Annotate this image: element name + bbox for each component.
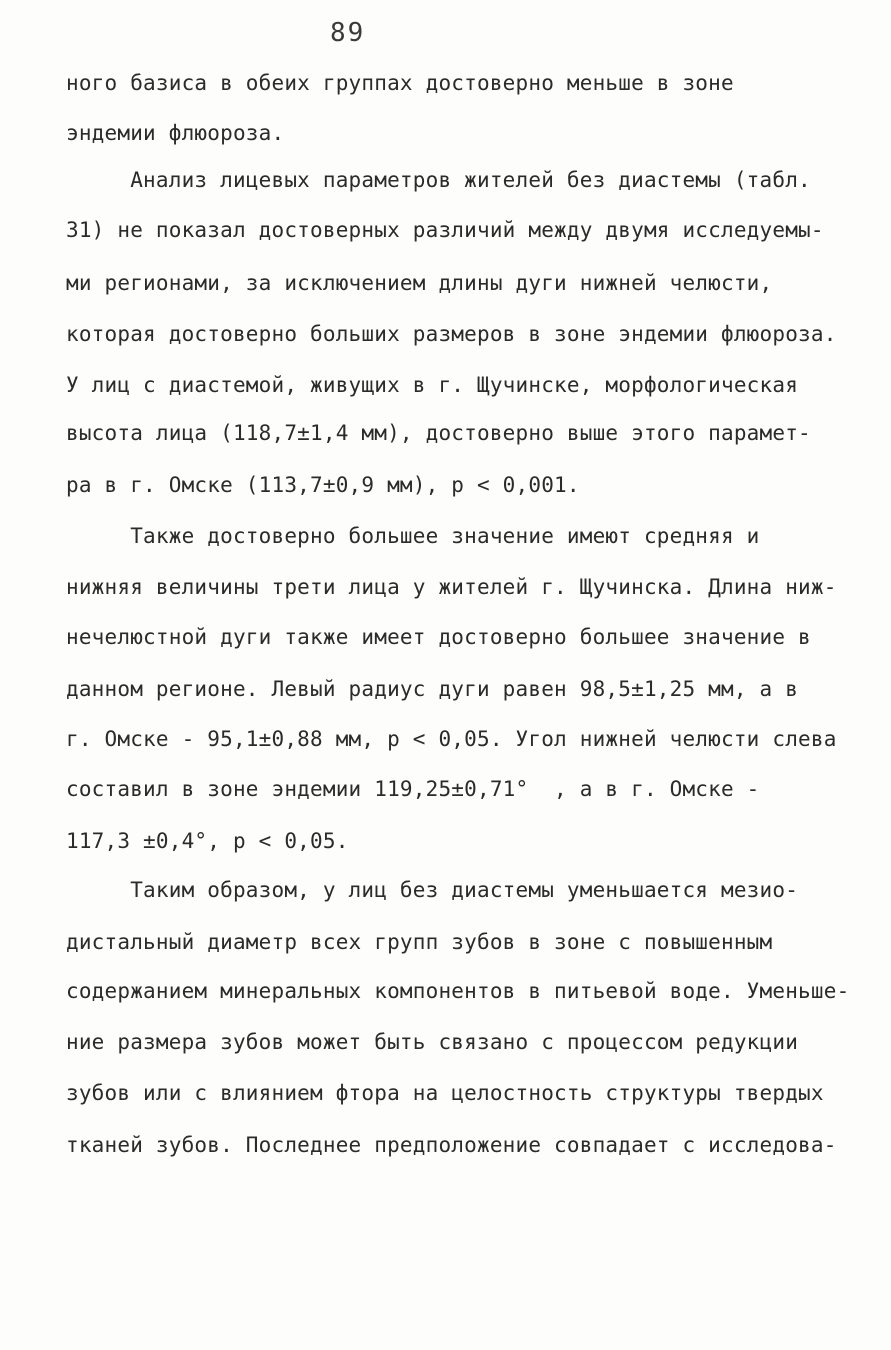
- text-line: данном регионе. Левый радиус дуги равен 98,5±1,25 мм, а в: [66, 677, 799, 701]
- text-line: нижняя величины трети лица у жителей г. Щучинска. Длина ниж-: [66, 575, 837, 599]
- text-line: высота лица (118,7±1,4 мм), достоверно выше этого парамет-: [66, 421, 811, 445]
- text-line: ми регионами, за исключением длины дуги нижней челюсти,: [66, 271, 773, 295]
- text-line: дистальный диаметр всех групп зубов в зоне с повышенным: [66, 930, 773, 954]
- page-number: 89: [330, 18, 366, 48]
- text-line: г. Омске - 95,1±0,88 мм, р < 0,05. Угол нижней челюсти слева: [66, 727, 837, 751]
- text-line: У лиц с диастемой, живущих в г. Щучинске, морфологическая: [66, 373, 799, 397]
- text-line: ние размера зубов может быть связано с процессом редукции: [66, 1030, 799, 1054]
- text-line: нечелюстной дуги также имеет достоверно большее значение в: [66, 625, 811, 649]
- text-line: составил в зоне эндемии 119,25±0,71° , а в г. Омске -: [66, 777, 760, 801]
- text-line: Таким образом, у лиц без диастемы уменьшается мезио-: [66, 878, 799, 902]
- text-line: ра в г. Омске (113,7±0,9 мм), р < 0,001.: [66, 473, 580, 497]
- text-line: содержанием минеральных компонентов в питьевой воде. Уменьше-: [66, 979, 850, 1003]
- text-line: зубов или с влиянием фтора на целостность структуры твердых: [66, 1081, 824, 1105]
- text-line: которая достоверно больших размеров в зоне эндемии флюороза.: [66, 322, 837, 346]
- text-line: эндемии флюороза.: [66, 121, 285, 145]
- text-line: ного базиса в обеих группах достоверно меньше в зоне: [66, 71, 734, 95]
- text-line: 31) не показал достоверных различий между двумя исследуемы-: [66, 218, 824, 242]
- text-line: Также достоверно большее значение имеют средняя и: [66, 524, 760, 548]
- text-line: 117,3 ±0,4°, р < 0,05.: [66, 829, 349, 853]
- text-line: тканей зубов. Последнее предположение совпадает с исследова-: [66, 1133, 837, 1157]
- text-line: Анализ лицевых параметров жителей без диастемы (табл.: [66, 168, 811, 192]
